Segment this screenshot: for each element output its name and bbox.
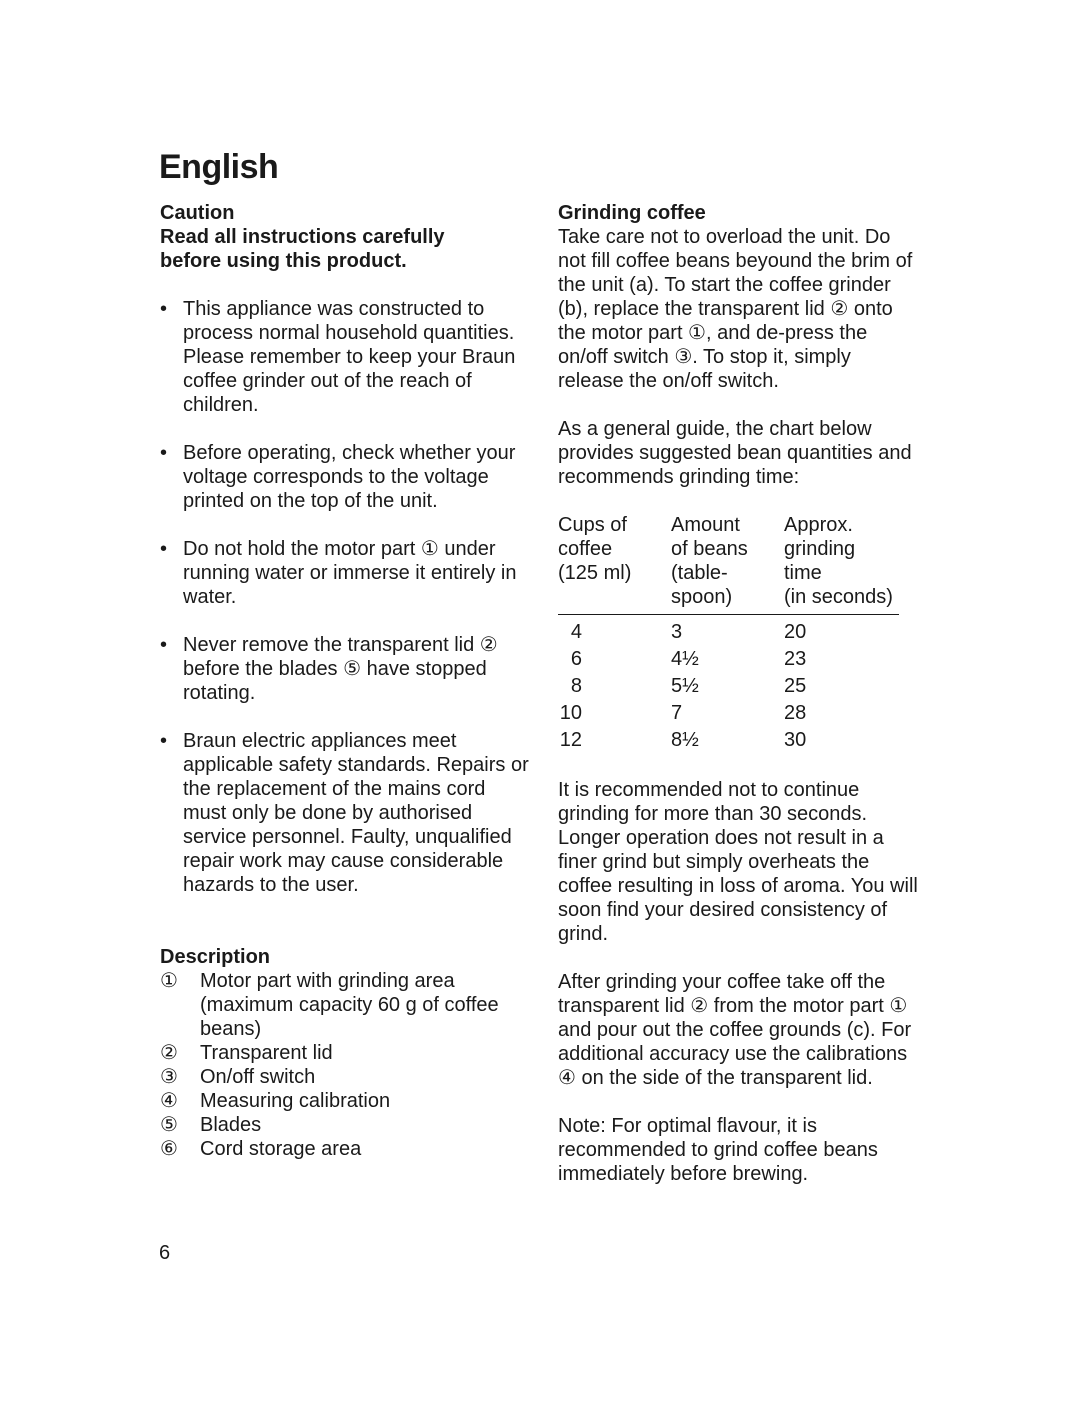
safety-bullet [160, 633, 530, 705]
description-item [160, 1065, 530, 1089]
table-row: 10 7 28 [559, 702, 807, 724]
circled-number-3-icon: ③ [160, 1066, 178, 1088]
bullet-icon: • [160, 538, 168, 560]
grinding-table [558, 513, 899, 754]
circled-number-1-icon: ① [160, 970, 178, 992]
safety-bullet [160, 729, 530, 897]
bullet-text: Before operating, check whether your voltage corresponds to the voltage printed on the top of the unit. [183, 442, 516, 512]
description-item [160, 1089, 530, 1113]
description-heading: Description [160, 946, 271, 968]
description-item [160, 1113, 530, 1137]
safety-bullet [160, 441, 530, 513]
table-row: 8 5½ 25 [570, 675, 807, 697]
after-grinding-text: After grinding your coffee take off the transparent lid ② from the motor part ① and pour out the coffee grounds (c). For additional accuracy use the calibrations ④ on the side of the transparent lid. [558, 971, 912, 1089]
bullet-icon: • [160, 442, 168, 464]
header-amount: Amount of beans (table- spoon) [671, 513, 784, 615]
caution-heading: Caution [160, 202, 235, 224]
description-item [160, 1041, 530, 1065]
table-row: 6 4½ 23 [570, 648, 807, 670]
caution-subheading-line-1: Read all instructions carefully [160, 226, 445, 248]
circled-number-2-icon: ② [160, 1042, 178, 1064]
bullet-icon: • [160, 298, 168, 320]
circled-number-5-icon: ⑤ [160, 1114, 178, 1136]
circled-number-4-icon: ④ [160, 1090, 178, 1112]
description-item [160, 969, 530, 1041]
page-title: English [159, 148, 279, 186]
bullet-text: Braun electric appliances meet applicable safety standards. Repairs or the replacement of the mains cord must only be done by authorised service personnel. Faulty, unqualified repair work may cause considerable hazards to the user. [183, 730, 529, 896]
description-item [160, 1137, 530, 1161]
header-time: Approx. grinding time (in seconds) [784, 513, 899, 615]
page-number: 6 [159, 1242, 171, 1264]
right-column [558, 201, 928, 1186]
bullet-text: Do not hold the motor part ① under running water or immerse it entirely in water. [183, 538, 517, 608]
grinding-instructions: Take care not to overload the unit. Do not fill coffee beans beyound the brim of the unit (a). To start the coffee grinder (b), replace the transparent lid ② onto the motor part ①, and de-press the on/off switch ③. To stop it, simply release the on/off switch. [558, 226, 913, 392]
description-item-label: On/off switch [200, 1066, 316, 1088]
bullet-icon: • [160, 730, 168, 752]
grinding-time-warning: It is recommended not to continue grinding for more than 30 seconds. Longer operation does not result in a finer grind but simply overheats the coffee resulting in loss of aroma. You will soon find your desired consistency of grind. [558, 779, 918, 945]
table-header-row [558, 513, 899, 615]
guide-text: As a general guide, the chart below provides suggested bean quantities and recommends grinding time: [558, 418, 912, 488]
description-item-label: Transparent lid [200, 1042, 333, 1064]
header-cups: Cups of coffee (125 ml) [558, 513, 671, 615]
bullet-icon: • [160, 634, 168, 656]
description-item-label: Measuring calibration [200, 1090, 391, 1112]
table-row: 12 8½ 30 [559, 729, 807, 751]
safety-bullet [160, 297, 530, 417]
caution-subheading-line-2: before using this product. [160, 250, 407, 272]
bullet-text: This appliance was constructed to process normal household quantities. Please remember to keep your Braun coffee grinder out of the reach of children. [183, 298, 516, 416]
safety-bullet [160, 537, 530, 609]
description-item-label: Cord storage area [200, 1138, 362, 1160]
grinding-heading: Grinding coffee [558, 202, 706, 224]
flavour-note: Note: For optimal flavour, it is recommended to grind coffee beans immediately before brewing. [558, 1115, 878, 1185]
description-item-label: Motor part with grinding area (maximum capacity 60 g of coffee beans) [200, 970, 499, 1040]
left-column [160, 201, 530, 1161]
bullet-text: Never remove the transparent lid ② before the blades ⑤ have stopped rotating. [183, 634, 498, 704]
circled-number-6-icon: ⑥ [160, 1138, 178, 1160]
table-row: 4 3 20 [570, 621, 807, 643]
description-item-label: Blades [200, 1114, 262, 1136]
